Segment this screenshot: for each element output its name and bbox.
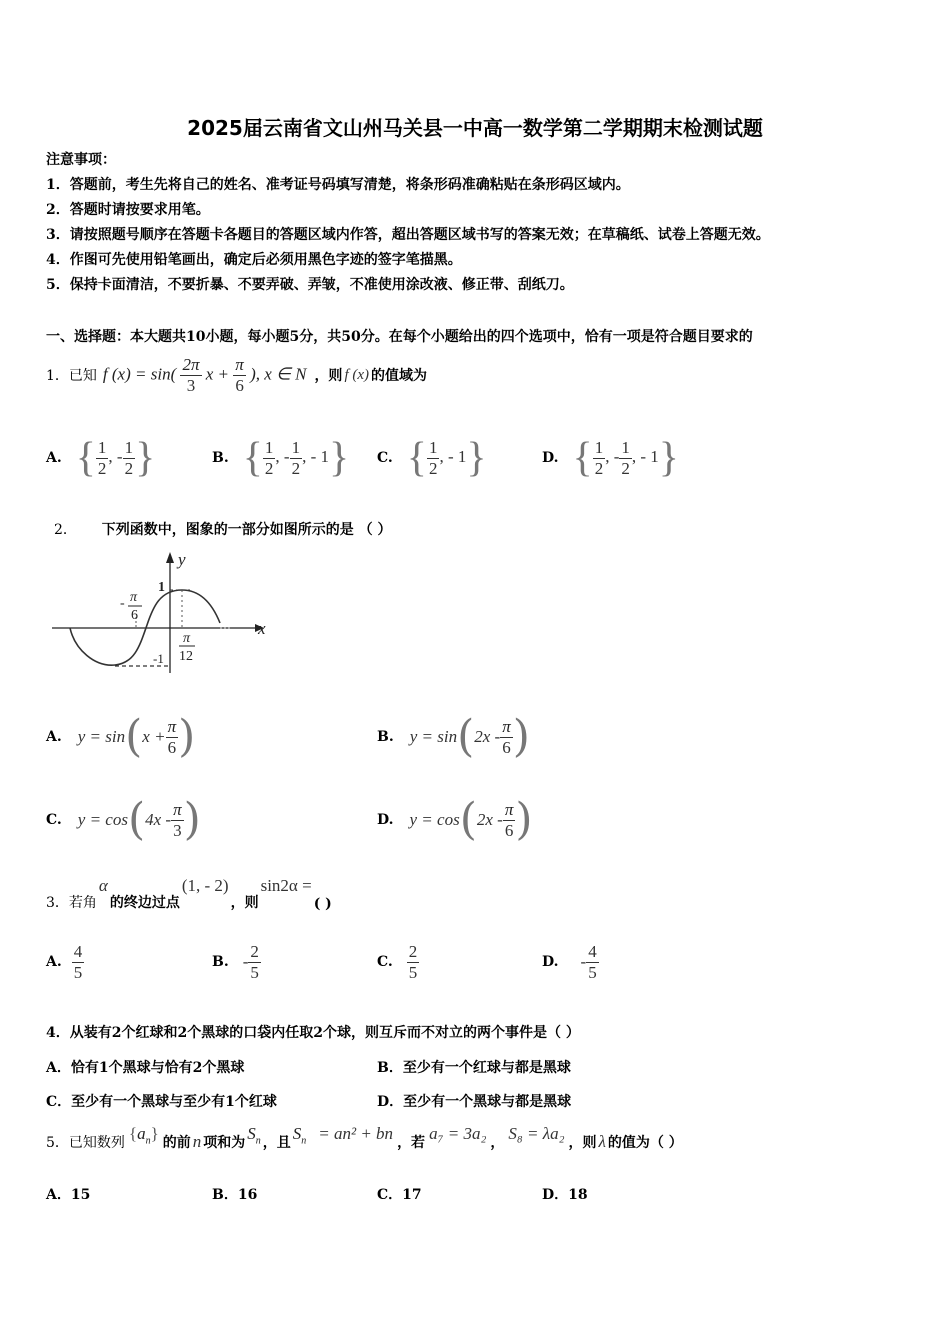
q5-t4: ，且 — [262, 1135, 291, 1151]
expr-inner: x + — [142, 727, 166, 746]
q1-fx: f (x) — [344, 366, 370, 383]
expr-inner: 2x - — [476, 810, 503, 829]
frac-den: 6 — [500, 737, 513, 758]
notes-block — [46, 148, 770, 298]
option-label: B. — [212, 450, 229, 466]
section-heading: 一、选择题：本大题共10小题，每小题5分，共50分。在每个小题给出的四个选项中，恰有一项是符合题目要求的 — [46, 329, 753, 345]
frac-num: 2 — [250, 941, 259, 961]
q3-number: 3．若角 — [46, 895, 97, 911]
q5-S-letter-2: S — [292, 1124, 302, 1143]
option-label: D. — [377, 812, 394, 828]
frac-den: 5 — [73, 962, 83, 982]
q4-option-c[interactable]: C．至少有一个黑球与至少有1个红球 — [46, 1094, 277, 1110]
frac-num: 2 — [408, 941, 418, 961]
q3-option-a[interactable] — [46, 937, 84, 987]
q1-frac2-den: 6 — [233, 375, 246, 396]
label-neg-one: -1 — [153, 651, 164, 666]
note-item-5: 5．保持卡面清洁，不要折暴、不要弄破、弄皱，不准使用涂改液、修正带、刮纸刀。 — [46, 277, 574, 293]
q2-graph — [50, 545, 275, 680]
frac-num: π — [173, 799, 182, 819]
q3-point: (1, - 2) — [181, 876, 229, 895]
label-one: 1 — [158, 580, 165, 595]
set-extra: , - 1 — [439, 446, 467, 466]
frac-num: 1 — [291, 437, 301, 457]
q3-option-b[interactable] — [212, 937, 261, 987]
frac-den: 6 — [166, 737, 179, 758]
q1-frac1-den: 3 — [180, 375, 201, 396]
frac-den: 3 — [171, 820, 184, 841]
frac-num: 1 — [264, 437, 274, 457]
expr-pre: y = cos — [409, 810, 460, 829]
q1-text2: ，则 — [314, 368, 343, 384]
q5-formula-S — [293, 1124, 307, 1146]
q5-S-letter: S — [247, 1124, 256, 1143]
q5-t2: 的前 — [162, 1135, 191, 1151]
question-5 — [46, 1124, 683, 1160]
expr-pre: y = sin — [409, 727, 458, 746]
q4-option-d[interactable]: D．至少有一个黑球与都是黑球 — [377, 1094, 572, 1110]
q3-option-d[interactable] — [542, 937, 599, 987]
frac-den: 2 — [97, 458, 107, 478]
q1-frac1-num: 2π — [182, 354, 200, 374]
option-label: A. — [46, 954, 62, 970]
frac-sign: - — [242, 952, 249, 971]
frac-den: 2 — [428, 458, 438, 478]
expr-inner: 4x - — [145, 810, 172, 829]
frac-den: 2 — [291, 458, 301, 478]
q5-option-d[interactable]: D．18 — [542, 1187, 588, 1203]
frac-den: 5 — [408, 962, 418, 982]
frac-num: π — [167, 716, 177, 736]
frac-den: 2 — [264, 458, 274, 478]
option-label: D. — [542, 954, 559, 970]
q3-paren: ( ) — [313, 896, 332, 912]
q1-c-set: { $\frac{1}{2}$ , - 1} — [406, 435, 487, 481]
frac-num: 1 — [621, 437, 630, 457]
q1-text3: 的值域为 — [371, 368, 428, 384]
q2-number: 2． — [54, 522, 77, 538]
frac-den: 2 — [594, 458, 604, 478]
q5-cond1: a₇ = 3a₂ — [429, 1124, 487, 1143]
note-item-3: 3．请按照题号顺序在答题卡各题目的答题区域内作答，超出答题区域书写的答案无效；在草稿纸、试卷上答题无效。 — [46, 227, 770, 243]
q5-formula: = an² + bn — [318, 1124, 394, 1143]
note-item-4: 4．作图可先使用铅笔画出，确定后必须用黑色字迹的签字笔描黑。 — [46, 252, 462, 268]
expr-pre: y = cos — [77, 810, 128, 829]
q5-number: 5．已知数列 — [46, 1135, 125, 1151]
q5-S-sub-2: n — [301, 1135, 307, 1147]
q5-t7: 的值为（ ） — [607, 1135, 683, 1151]
page-title: 2025届云南省文山州马关县一中高一数学第二学期期末检测试题 — [187, 116, 763, 140]
frac-den: 2 — [621, 458, 630, 478]
question-2 — [54, 519, 392, 539]
q5-comma: ， — [490, 1135, 505, 1151]
frac-den: 2 — [124, 458, 134, 478]
option-label: C. — [46, 812, 62, 828]
set-extra: , - 1 — [631, 446, 659, 466]
q5-S — [247, 1124, 261, 1146]
frac-den: 5 — [250, 962, 259, 982]
set-extra: , - 1 — [302, 446, 329, 466]
q5-t5: ，若 — [397, 1135, 426, 1151]
q1-b-set: { $\frac{1}{2}$ , - $\frac{1}{2}$ , - 1} — [242, 435, 350, 481]
frac-den: 6 — [503, 820, 516, 841]
question-4: 4．从装有2个红球和2个黑球的口袋内任取2个球，则互斥而不对立的两个事件是（ ） — [46, 1025, 580, 1041]
y-label: y — [178, 550, 186, 569]
q1-frac2-num: π — [235, 354, 244, 374]
q4-option-b[interactable]: B．至少有一个红球与都是黑球 — [377, 1060, 571, 1076]
q3-alpha: α — [98, 876, 108, 895]
q5-t6: ，则 — [568, 1135, 597, 1151]
q4-option-a[interactable]: A．恰有1个黑球与恰有2个黑球 — [46, 1060, 245, 1076]
left-minus: - — [120, 596, 125, 611]
option-label: D. — [542, 450, 559, 466]
q1-option-b[interactable] — [212, 433, 349, 483]
q3-text3: ，则 — [230, 895, 259, 911]
question-3 — [46, 876, 332, 912]
q1-option-d[interactable] — [542, 433, 679, 483]
q2-text: 下列函数中，图象的一部分如图所示的是 （ ） — [101, 522, 392, 538]
expr-inner: 2x - — [474, 727, 501, 746]
frac-den: 5 — [588, 962, 597, 982]
q5-option-a[interactable]: A．15 — [46, 1187, 91, 1203]
q1-func: f (x) = sin( — [102, 363, 177, 383]
frac-num: 1 — [97, 437, 107, 457]
note-item-1: 1．答题前，考生先将自己的姓名、准考证号码填写清楚，将条形码准确粘贴在条形码区域内。 — [46, 177, 630, 193]
right-pi: π — [183, 631, 191, 646]
q3-expr: sin2α = — [260, 876, 312, 895]
option-label: C. — [377, 954, 393, 970]
q2-option-b[interactable]: B. y = sin ( 2x - $\frac{\pi}{6}$ ) — [377, 711, 530, 762]
q5-option-b[interactable]: B．16 — [212, 1187, 258, 1203]
frac-sign: - — [580, 952, 587, 971]
frac-num: π — [502, 716, 511, 736]
q5-cond2: S₈ = λa₂ — [508, 1124, 565, 1143]
frac-num: 4 — [588, 941, 597, 961]
option-label: A. — [46, 450, 62, 466]
frac-num: 4 — [73, 941, 83, 961]
q1-option-a[interactable] — [46, 433, 155, 483]
q5-n: n — [192, 1132, 202, 1151]
q3-option-c[interactable] — [377, 937, 419, 987]
q5-option-c[interactable]: C．17 — [377, 1187, 422, 1203]
q5-S-sub: n — [255, 1135, 261, 1147]
option-label: B. — [377, 729, 394, 745]
option-label: B. — [212, 954, 229, 970]
q1-mid: x + — [205, 363, 230, 383]
right-den: 12 — [179, 649, 193, 664]
y-axis-arrow — [166, 552, 174, 563]
q1-d-set: { $\frac{1}{2}$ , - $\frac{1}{2}$ , - 1} — [572, 435, 679, 481]
question-1 — [46, 350, 427, 400]
q1-tail: ), x ∈ N — [250, 363, 307, 383]
q1-a-set: { $\frac{1}{2}$ , - $\frac{1}{2}$ } — [75, 435, 156, 481]
left-den: 6 — [131, 608, 138, 623]
q2-option-c[interactable]: C. y = cos ( 4x - $\frac{\pi}{3}$ ) — [46, 794, 201, 845]
left-pi: π — [130, 590, 138, 605]
note-item-2: 2．答题时请按要求用笔。 — [46, 202, 210, 218]
q1-number: 1．已知 — [46, 368, 97, 384]
notes-heading: 注意事项： — [46, 152, 116, 168]
q5-seq-sub: n — [145, 1135, 151, 1147]
frac-num: π — [504, 799, 514, 819]
q1-option-c[interactable] — [377, 433, 487, 483]
q3-text2: 的终边过点 — [109, 895, 180, 911]
q5-seq: $\{a_n\}$ — [128, 1124, 159, 1147]
frac-num: 1 — [428, 437, 438, 457]
expr-pre: y = sin — [77, 727, 126, 746]
option-label: A. — [46, 729, 62, 745]
option-label: C. — [377, 450, 393, 466]
frac-num: 1 — [124, 437, 134, 457]
q2-option-d[interactable]: D. y = cos ( 2x - $\frac{\pi}{6}$ ) — [377, 794, 533, 845]
q5-t3: 项和为 — [203, 1135, 246, 1151]
x-label: x — [258, 619, 266, 638]
q1-formula — [103, 355, 307, 396]
q5-lambda: λ — [598, 1132, 606, 1151]
q2-option-a[interactable]: A. y = sin ( x + $\frac{\pi}{6}$ ) — [46, 711, 196, 762]
frac-num: 1 — [594, 437, 604, 457]
q5-seq-a: a — [137, 1124, 146, 1143]
